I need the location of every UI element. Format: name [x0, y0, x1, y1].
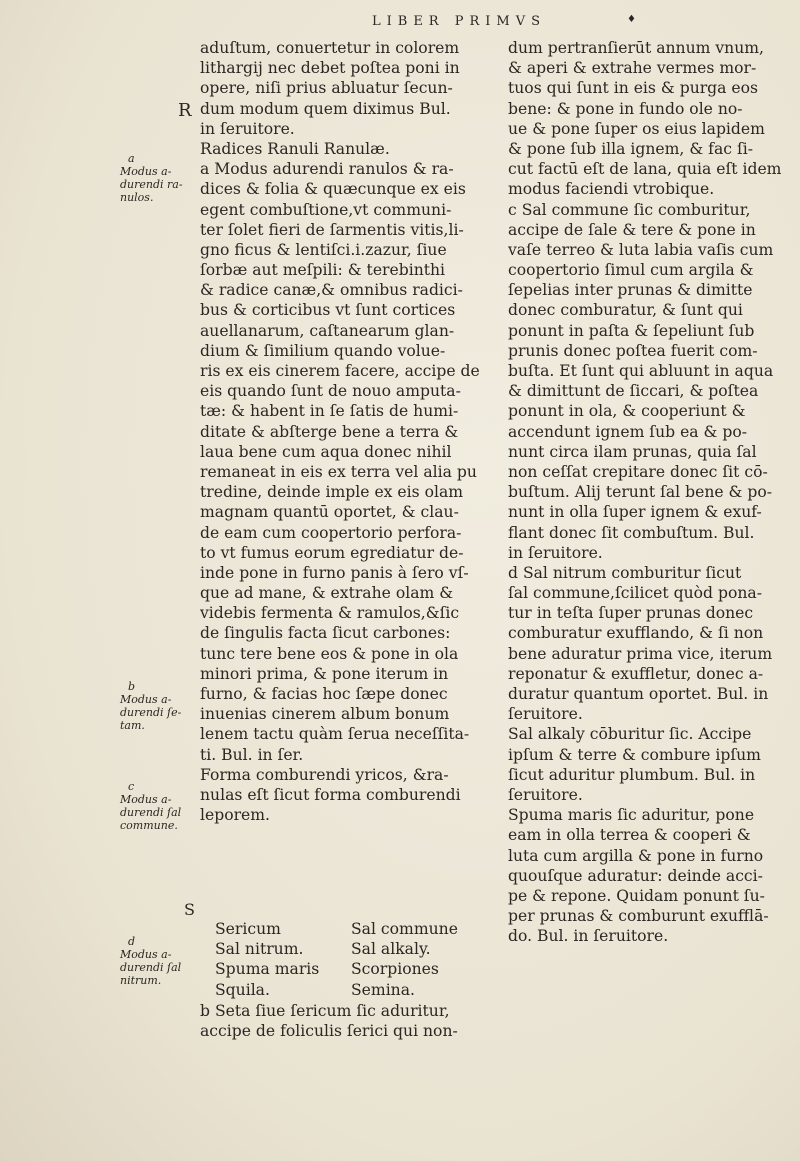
text-line: Radices Ranuli Ranulæ. [200, 139, 390, 158]
text-line: luta cum argilla & pone in furno [508, 846, 764, 865]
text-line: ſeruitore. [508, 785, 583, 804]
text-line: nunt in olla ſuper ignem & exuf- [508, 503, 762, 522]
right-column [508, 38, 798, 946]
margin-note-letter: d [128, 935, 136, 948]
margin-note-line: tam. [120, 719, 145, 732]
text-line: do. Bul. in ſeruitore. [508, 927, 669, 946]
section-letter-s: S [184, 900, 195, 919]
text-line: c Sal commune ſic comburitur, [508, 200, 751, 219]
text-line: bene: & pone in fundo ole no- [508, 99, 743, 118]
text-line: ditate & abſterge bene a terra & [200, 422, 459, 441]
left-column [200, 38, 490, 825]
text-line: egent combuſtione,vt communi- [200, 200, 452, 219]
text-line: accendunt ignem ſub ea & po- [508, 422, 748, 441]
text-line: de eam cum coopertorio perfora- [200, 523, 462, 542]
text-line: que ad mane, & extrahe olam & [200, 584, 454, 603]
text-line: dum modum quem diximus Bul. [200, 99, 451, 118]
text-line: de ſingulis facta ſicut carbones: [200, 624, 451, 643]
table-cell: Sal nitrum. [215, 940, 304, 959]
text-line: to vt fumus eorum egrediatur de- [200, 543, 464, 562]
table-cell: Semina. [351, 980, 415, 999]
table-cell: Sal commune [351, 920, 458, 938]
text-line: ipſum & terre & combure ipſum [508, 745, 761, 764]
text-line: flant donec ſit combuſtum. Bul. [508, 523, 755, 542]
text-line: Forma comburendi yricos, &ra- [200, 765, 449, 784]
text-line: in ſeruitore. [200, 119, 295, 138]
margin-note-line: durendi ſe- [120, 706, 182, 719]
text-line: auellanarum, caſtanearum glan- [200, 321, 455, 340]
table-cell: Sericum [215, 920, 281, 938]
text-line: remaneat in eis ex terra vel alia pu [200, 462, 477, 481]
text-line: ris ex eis cinerem facere, accipe de [200, 362, 480, 380]
text-line: in ſeruitore. [508, 543, 603, 562]
text-line: accipe de foliculis ſerici qui non- [200, 1022, 458, 1041]
text-line: videbis fermenta & ramulos,&ſic [200, 604, 460, 623]
text-line: pe & repone. Quidam ponunt ſu- [508, 886, 765, 905]
text-line: lenem tactu quàm ſerua neceſſita- [200, 725, 470, 744]
text-line: nunt circa ilam prunas, quia ſal [508, 442, 757, 461]
running-header [372, 14, 692, 29]
text-line: magnam quantū oportet, & clau- [200, 503, 459, 522]
margin-note-b [120, 680, 192, 732]
text-line: aduſtum, conuertetur in colorem [200, 39, 460, 57]
table-cell: Sal alkaly. [351, 940, 431, 959]
text-line: furno, & facias hoc ſæpe donec [200, 685, 448, 703]
text-line: eam in olla terrea & cooperi & [508, 826, 751, 845]
text-line: modus faciendi vtrobique. [508, 180, 715, 199]
margin-note-line: durendi ſal [120, 961, 182, 974]
text-line: ter ſolet fieri de ſarmentis vitis,li- [200, 220, 464, 239]
text-line: non ceſſat crepitare donec ſit cō- [508, 462, 768, 481]
section-letter-r: R [178, 100, 192, 121]
text-line: prunis donec poſtea fuerit com- [508, 341, 758, 360]
text-line: ſorbæ aut meſpili: & terebinthi [200, 261, 446, 280]
margin-note-line: Modus a- [120, 948, 172, 961]
text-line: tuos qui ſunt in eis & purga eos [508, 79, 759, 98]
text-line: accipe de ſale & tere & pone in [508, 220, 756, 239]
text-line: tur in teſta ſuper prunas donec [508, 604, 754, 623]
table-cell: Scorpiones [351, 960, 439, 979]
text-line: Spuma maris ſic aduritur, pone [508, 806, 755, 825]
margin-note-letter: b [128, 680, 136, 693]
text-line: tunc tere bene eos & pone in ola [200, 644, 459, 663]
margin-note-line: commune. [120, 819, 178, 832]
text-line: laua bene cum aqua donec nihil [200, 442, 452, 461]
text-line: inuenias cinerem album bonum [200, 705, 450, 724]
text-line: dium & ſimilium quando volue- [200, 341, 446, 360]
margin-note-c [120, 780, 192, 832]
text-line: ue & pone ſuper os eius lapidem [508, 119, 765, 138]
text-line: b Seta ſiue ſericum ſic aduritur, [200, 1002, 450, 1020]
substance-table [215, 919, 495, 1000]
text-line: gno ficus & lentiſci.i.zazur, ſiue [200, 240, 447, 259]
text-line: d Sal nitrum comburitur ſicut [508, 563, 742, 582]
table-row [215, 939, 495, 959]
text-line: lithargij nec debet poſtea poni in [200, 59, 460, 78]
text-line: a Modus adurendi ranulos & ra- [200, 160, 454, 179]
table-row [215, 919, 495, 939]
text-line: & aperi & extrahe vermes mor- [508, 59, 757, 78]
header-mark: ♦ [627, 14, 636, 25]
text-line: dices & folia & quæcunque ex eis [200, 180, 466, 199]
text-line: ſicut aduritur plumbum. Bul. in [508, 765, 756, 784]
text-line: coopertorio ſimul cum argila & [508, 261, 754, 280]
text-line: ſeruitore. [508, 705, 583, 724]
text-line: nulas eſt ſicut forma comburendi [200, 785, 461, 804]
text-line: comburatur exufflando, & ſi non [508, 624, 764, 643]
text-line: leporem. [200, 806, 271, 825]
margin-note-line: durendi ra- [120, 178, 183, 191]
text-line: opere, niſi prius abluatur ſecun- [200, 79, 453, 98]
text-line: ſal commune,ſcilicet quòd pona- [508, 584, 762, 603]
text-line: ponunt in ola, & cooperiunt & [508, 402, 746, 421]
table-row [215, 959, 495, 979]
margin-note-letter: c [128, 780, 135, 793]
text-line: & radice canæ,& omnibus radici- [200, 281, 463, 300]
text-line: cut factū eſt de lana, quia eſt idem [508, 160, 782, 179]
margin-note-d [120, 935, 192, 987]
text-line: buſtum. Alij terunt ſal bene & po- [508, 483, 773, 502]
text-line: quouſque aduratur: deinde acci- [508, 866, 763, 885]
text-line: bus & corticibus vt ſunt cortices [200, 301, 456, 320]
text-line: reponatur & exuffletur, donec a- [508, 664, 764, 683]
text-line: eis quando ſunt de nouo amputa- [200, 382, 461, 401]
text-line: vaſe terreo & luta labia vaſis cum [508, 240, 774, 259]
text-line: tredine, deinde imple ex eis olam [200, 483, 464, 502]
text-line: Sal alkaly cōburitur ſic. Accipe [508, 725, 752, 744]
margin-note-line: Modus a- [120, 693, 172, 706]
text-line: minori prima, & pone iterum in [200, 664, 449, 683]
text-line: dum pertranſierūt annum vnum, [508, 39, 765, 57]
text-line: per prunas & comburunt exufflā- [508, 907, 769, 926]
text-line: duratur quantum oportet. Bul. in [508, 685, 769, 703]
text-line: tæ: & habent in ſe ſatis de humi- [200, 402, 459, 421]
margin-note-line: Modus a- [120, 165, 172, 178]
text-line: & dimittunt de ſiccari, & poſtea [508, 382, 759, 401]
text-line: inde pone in furno panis à ſero vſ- [200, 563, 469, 582]
text-line: ſepelias inter prunas & dimitte [508, 281, 753, 300]
table-cell: Squila. [215, 980, 270, 999]
margin-note-a [120, 152, 192, 204]
table-row [215, 980, 495, 1000]
text-line: & pone ſub illa ignem, & fac ſi- [508, 139, 753, 158]
text-line: buſta. Et ſunt qui abluunt in aqua [508, 362, 774, 380]
text-line: ti. Bul. in ſer. [200, 745, 304, 764]
margin-note-line: durendi ſal [120, 806, 182, 819]
margin-note-line: nitrum. [120, 974, 162, 987]
text-line: donec comburatur, & ſunt qui [508, 301, 743, 320]
margin-note-line: Modus a- [120, 793, 172, 806]
margin-note-line: nulos. [120, 191, 154, 204]
text-line: ponunt in paſta & ſepeliunt ſub [508, 321, 755, 340]
margin-note-letter: a [128, 152, 135, 165]
left-column-after-table [200, 1001, 490, 1041]
table-cell: Spuma maris [215, 960, 320, 979]
text-line: bene aduratur prima vice, iterum [508, 644, 773, 663]
running-title: LIBER PRIMVS [372, 14, 547, 29]
